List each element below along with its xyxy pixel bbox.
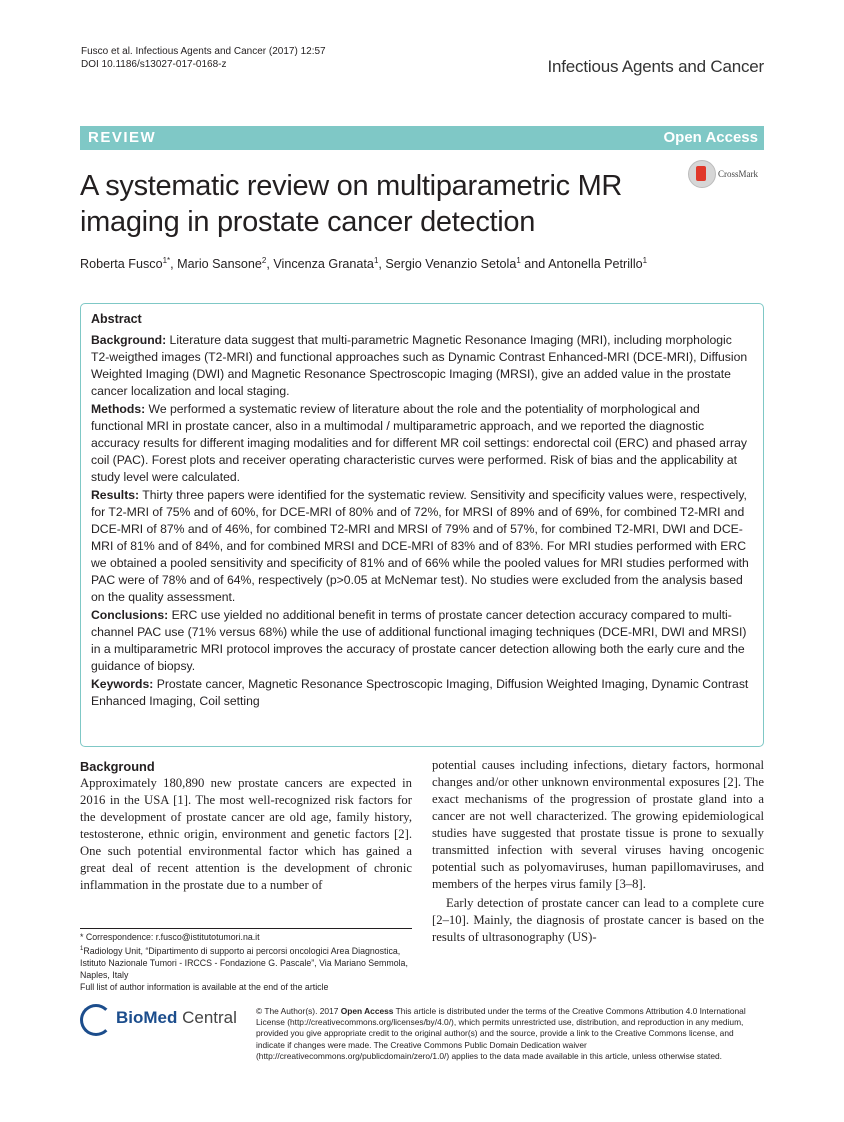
section-heading-background: Background (80, 759, 155, 774)
crossmark-badge[interactable] (688, 160, 774, 190)
publisher-name: BioMed Central (116, 1008, 237, 1027)
abstract-results: Results: Thirty three papers were identified for the systematic review. Sensitivity and specificity values were, respectively, for T2-MRI of 75% and of 60%, for DCE-MRI of 80% and of 72%, for MRSI of 89% and of 69%, for combined T2-MRI and DCE-MRI of 87% and of 46%, for combined T2-MRI and MRSI of 79% and of 57%, for combined T2-MRI, DWI and DCE-MRI of 81% and of 84%, and for combined MRSI and DCE-MRI of 83% and of 83%. For MRI studies performed with ERC we obtained a pooled sensitivity and specificity of 81% and of 66% while the pooled values for MRI studies performed with PAC were of 78% and of 64%, respectively (p>0.05 at McNemar test). No studies were excluded from the analysis based on the quality assessment. (91, 488, 749, 604)
abstract-heading: Abstract (91, 312, 142, 326)
license-text: © The Author(s). 2017 Open Access This article is distributed under the terms of the Creative Commons Attribution 4.0 International License (http://creativecommons.org/licenses/by/4.0/), which permits unrestricted use, distribution, and reproduction in any medium, provided you give appropriate credit to the original author(s) and the source, provide a link to the Creative Commons license, and indicate if changes were made. The Creative Commons Public Domain Dedication waiver (http://creativecommons.org/publicdomain/zero/1.0/) applies to the data made available in this article, unless otherwise stated. (256, 1006, 746, 1061)
abstract-background: Background: Literature data suggest that multi-parametric Magnetic Resonance Imaging (MRI), including morphologic T2-weigthed images (T2-MRI) and functional approaches such as Dynamic Contrast Enhanced-MRI (DCE-MRI), Diffusion Weighted Imaging (DWI) and Magnetic Resonance Spectroscopic Imaging (MRSI), give an added value in the prostate cancer localization and local staging. (91, 333, 748, 398)
body-paragraph: Approximately 180,890 new prostate cancers are expected in 2016 in the USA [1]. The most well-recognized risk factors for the development of prostate cancer are old age, family history, testosterone, ethnic origin, environment and genetic factors [2]. One such potential environmental factor which has gained a great deal of recent attention is the development of chronic inflammation in the prostate due to a number of (80, 776, 412, 892)
author[interactable]: Mario Sansone$^2$ (177, 256, 267, 272)
review-label: REVIEW (88, 129, 157, 146)
body-column-right (432, 757, 764, 946)
body-column-left (80, 757, 412, 894)
affiliation: $^1$Radiology Unit, “Dipartimento di supporto ai percorsi oncologici Area Diagnostica, Istituto Nazionale Tumori - IRCCS - Fondazione G. Pascale”, Via Mariano Semmola, Naples, Italy (80, 945, 408, 980)
open-access-label: Open Access (663, 129, 758, 146)
crossmark-label: CrossMark (718, 169, 758, 179)
biomed-central-logo[interactable] (80, 1004, 250, 1038)
author[interactable]: Vincenza Granata$^1$ (273, 256, 379, 272)
journal-name: Infectious Agents and Cancer (547, 57, 764, 76)
author[interactable]: Antonella Petrillo$^1$ (548, 256, 648, 272)
author-list: Roberta Fusco$^{1*}$, Mario Sansone$^2$, Vincenza Granata$^1$, Sergio Venanzio Setola$^1$ and Antonella Petrillo$^1$ (80, 256, 648, 272)
article-type-banner (80, 126, 764, 150)
doi-line[interactable]: DOI 10.1186/s13027-017-0168-z (81, 59, 227, 70)
footnote-divider (80, 928, 412, 929)
abstract-box (80, 303, 764, 747)
citation-line-1: Fusco et al. Infectious Agents and Cancer (2017) 12:57 (81, 46, 326, 57)
biomed-central-swirl-icon (80, 1004, 112, 1036)
abstract-conclusions: Conclusions: ERC use yielded no additional benefit in terms of prostate cancer detection accuracy compared to multi-channel PAC use (71% versus 68%) while the use of additional functional imaging techniques (DCE-MRI, DWI and MRSI) in a multiparametric MRI protocol improves the accuracy of prostate cancer detection allowing both the early cure and the guidance of biopsy. (91, 608, 747, 673)
body-paragraph: Early detection of prostate cancer can lead to a complete cure [2–10]. Mainly, the diagnosis of prostate cancer is based on the results of ultrasonography (US)- (432, 896, 764, 944)
crossmark-icon (688, 160, 716, 188)
footnote (80, 931, 412, 993)
correspondence[interactable]: * Correspondence: r.fusco@istitutotumori.na.it (80, 932, 260, 942)
abstract-keywords: Keywords: Prostate cancer, Magnetic Resonance Spectroscopic Imaging, Diffusion Weighted Imaging, Dynamic Contrast Enhanced Imaging, Coil setting (91, 677, 749, 708)
author[interactable]: Sergio Venanzio Setola$^1$ (385, 256, 521, 272)
body-paragraph: potential causes including infections, dietary factors, hormonal changes and/or other unknown environmental exposures [2]. The exact mechanisms of the progression of prostate gland into a cancer are not well characterized. The growing epidemiological studies have suggested that prostate tissue is prone to sexually transmitted infection with several viruses having oncogenic potential such as polyomaviruses, human papillomaviruses, and members of the herpes virus family [3–8]. (432, 758, 764, 891)
author-info-note: Full list of author information is available at the end of the article (80, 981, 329, 992)
abstract-methods: Methods: We performed a systematic review of literature about the role and the potentiality of morphological and functional MRI in prostate cancer, also in a multimodal / multiparametric approach, and we reported the diagnostic accuracy results for different imaging modalities and for different MR coil settings: endorectal coil (ERC) and phased array coil (PAC). Forest plots and receiver operating characteristic curves were performed. Risk of bias and the applicability at study level were calculated. (91, 402, 747, 484)
citation (81, 45, 326, 71)
article-title: A systematic review on multiparametric MR imaging in prostate cancer detection (80, 170, 623, 238)
author[interactable]: Roberta Fusco$^{1*}$ (80, 256, 171, 272)
